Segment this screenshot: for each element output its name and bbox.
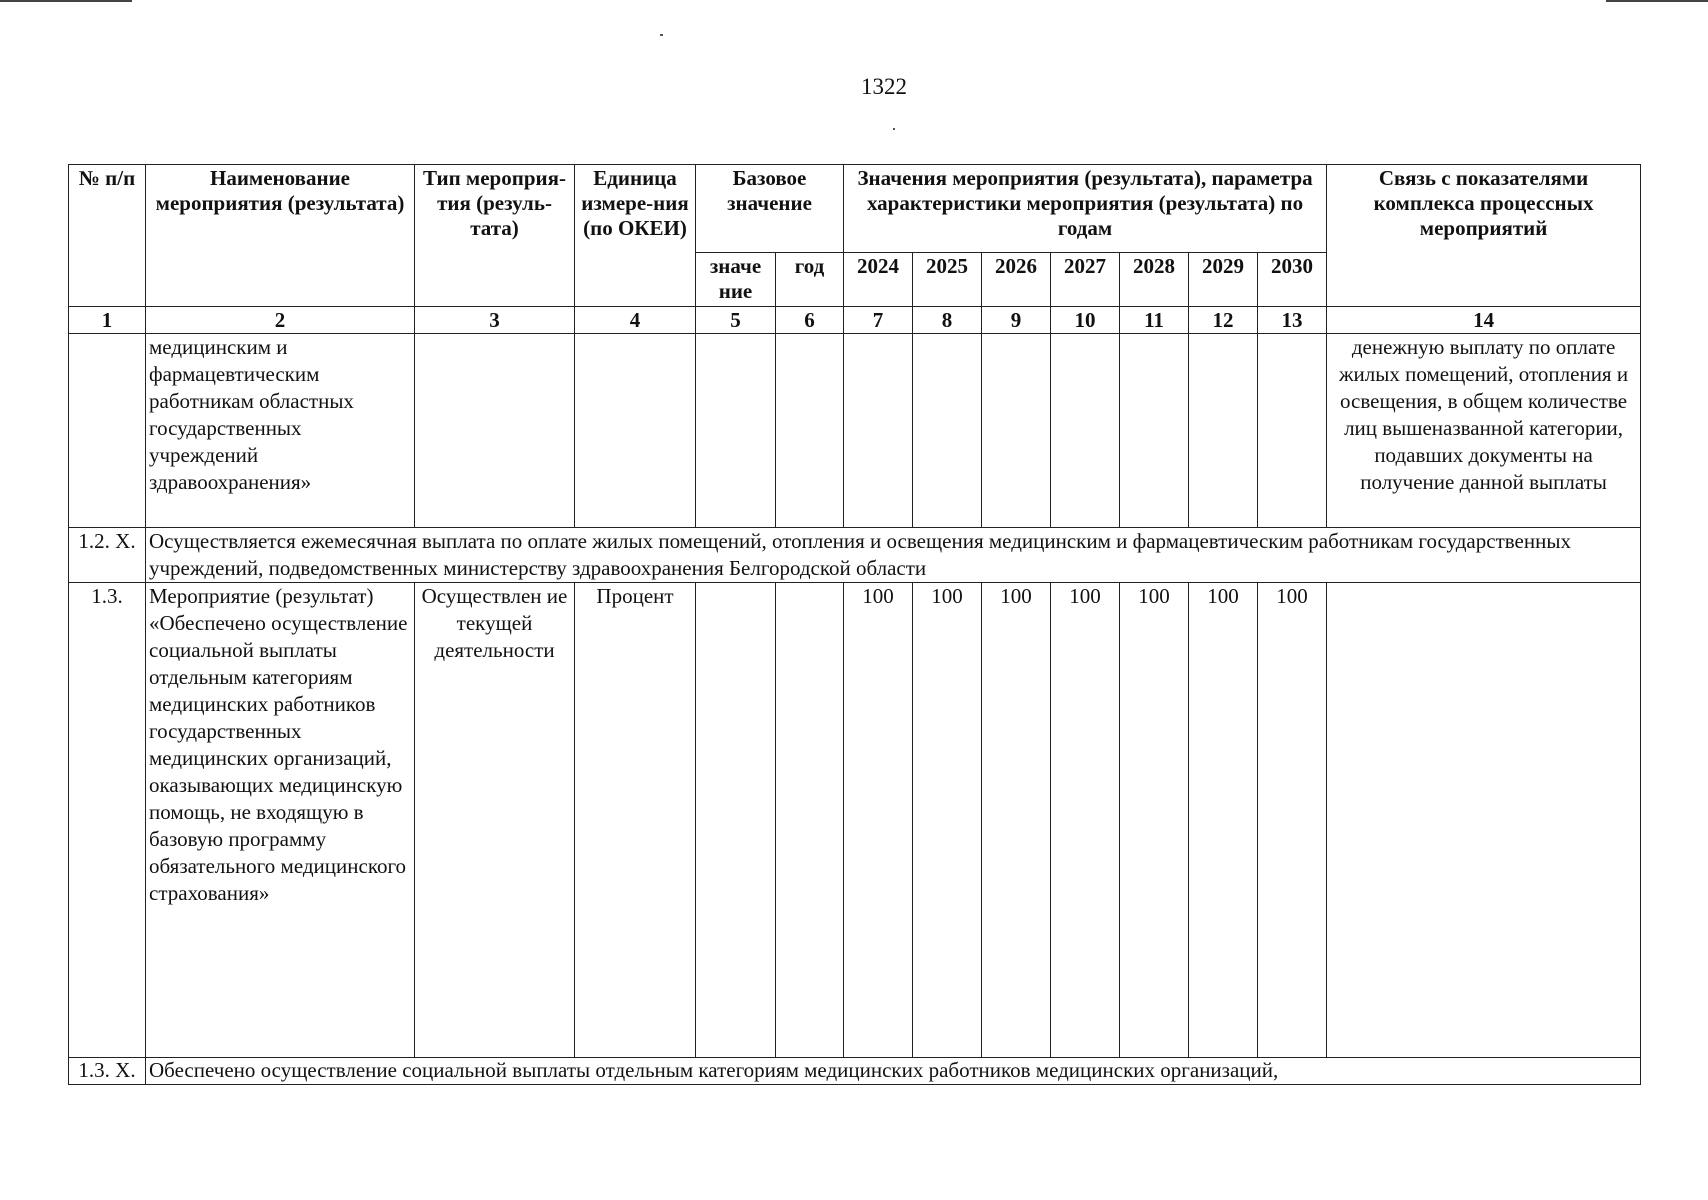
- header-col-link: Связь с показателями комплекса процессных мероприятий: [1327, 165, 1641, 307]
- header-col-unit: Единица измере-ния (по ОКЕИ): [575, 165, 696, 307]
- column-number: 5: [696, 307, 776, 334]
- header-base-value: значе ние: [696, 253, 776, 307]
- activities-table: [68, 164, 1641, 1085]
- cell-empty: [982, 334, 1051, 528]
- header-col-base: Базовое значение: [696, 165, 844, 253]
- value-2027: 100: [1051, 583, 1120, 1058]
- column-number-row: [69, 307, 1641, 334]
- header-year-2024: 2024: [844, 253, 913, 307]
- activity-type: Осуществлен ие текущей деятельности: [415, 583, 575, 1058]
- scan-speck: [660, 34, 663, 36]
- header-year-2027: 2027: [1051, 253, 1120, 307]
- table-row-1-3: [69, 583, 1641, 1058]
- continuation-name: медицинским и фармацевтическим работникам областных государственных учреждений здравоохранения»: [146, 334, 415, 528]
- base-year: [776, 583, 844, 1058]
- column-number: 1: [69, 307, 146, 334]
- continuation-link: денежную выплату по оплате жилых помещений, отопления и освещения, в общем количестве лиц вышеназванной категории, подавших документы на получение данной выплаты: [1327, 334, 1641, 528]
- column-number: 7: [844, 307, 913, 334]
- column-number: 2: [146, 307, 415, 334]
- cell-empty: [415, 334, 575, 528]
- cell-empty: [575, 334, 696, 528]
- header-col-number: № п/п: [69, 165, 146, 307]
- scan-edge-mark-left: [0, 0, 132, 2]
- header-col-name: Наименование мероприятия (результата): [146, 165, 415, 307]
- column-number: 14: [1327, 307, 1641, 334]
- cell-empty: [1189, 334, 1258, 528]
- header-year-2028: 2028: [1120, 253, 1189, 307]
- cell-empty: [1120, 334, 1189, 528]
- header-col-values: Значения мероприятия (результата), параметра характеристики мероприятия (результата) по годам: [844, 165, 1327, 253]
- column-number: 9: [982, 307, 1051, 334]
- cell-empty: [913, 334, 982, 528]
- row-description: Осуществляется ежемесячная выплата по оплате жилых помещений, отопления и освещения медицинским и фармацевтическим работникам государственных учреждений, подведомственных министерству здравоохранения Белгородской области: [146, 528, 1641, 583]
- column-number: 8: [913, 307, 982, 334]
- header-base-year: год: [776, 253, 844, 307]
- value-2025: 100: [913, 583, 982, 1058]
- header-year-2026: 2026: [982, 253, 1051, 307]
- indicator-link: [1327, 583, 1641, 1058]
- column-number: 4: [575, 307, 696, 334]
- row-number: 1.3. Х.: [69, 1058, 146, 1085]
- scan-edge-mark-right: [1606, 0, 1708, 2]
- cell-empty: [776, 334, 844, 528]
- header-year-2029: 2029: [1189, 253, 1258, 307]
- value-2028: 100: [1120, 583, 1189, 1058]
- column-number: 3: [415, 307, 575, 334]
- row-number: 1.2. Х.: [69, 528, 146, 583]
- activity-name: Мероприятие (результат) «Обеспечено осуществление социальной выплаты отдельным категориям медицинских работников государственных медицинских организаций, оказывающих медицинскую помощь, не входящую в базовую программу обязательного медицинского страхования»: [146, 583, 415, 1058]
- page-number: 1322: [861, 74, 907, 99]
- value-2026: 100: [982, 583, 1051, 1058]
- header-year-2030: 2030: [1258, 253, 1327, 307]
- row-description: Обеспечено осуществление социальной выплаты отдельным категориям медицинских работников медицинских организаций,: [146, 1058, 1641, 1085]
- table-row-1-3-x: [69, 1058, 1641, 1085]
- column-number: 10: [1051, 307, 1120, 334]
- header-col-type: Тип мероприя-тия (резуль-тата): [415, 165, 575, 307]
- row-number: 1.3.: [69, 583, 146, 1058]
- header-year-2025: 2025: [913, 253, 982, 307]
- table-row-1-2-x: [69, 528, 1641, 583]
- column-number: 6: [776, 307, 844, 334]
- value-2029: 100: [1189, 583, 1258, 1058]
- column-number: 13: [1258, 307, 1327, 334]
- cell-empty: [1051, 334, 1120, 528]
- unit-of-measure: Процент: [575, 583, 696, 1058]
- header-row-top: [69, 165, 1641, 253]
- base-value: [696, 583, 776, 1058]
- cell-empty: [69, 334, 146, 528]
- cell-empty: [696, 334, 776, 528]
- scan-speck: [893, 128, 895, 130]
- column-number: 12: [1189, 307, 1258, 334]
- column-number: 11: [1120, 307, 1189, 334]
- cell-empty: [844, 334, 913, 528]
- table-row-continuation: [69, 334, 1641, 528]
- value-2030: 100: [1258, 583, 1327, 1058]
- cell-empty: [1258, 334, 1327, 528]
- value-2024: 100: [844, 583, 913, 1058]
